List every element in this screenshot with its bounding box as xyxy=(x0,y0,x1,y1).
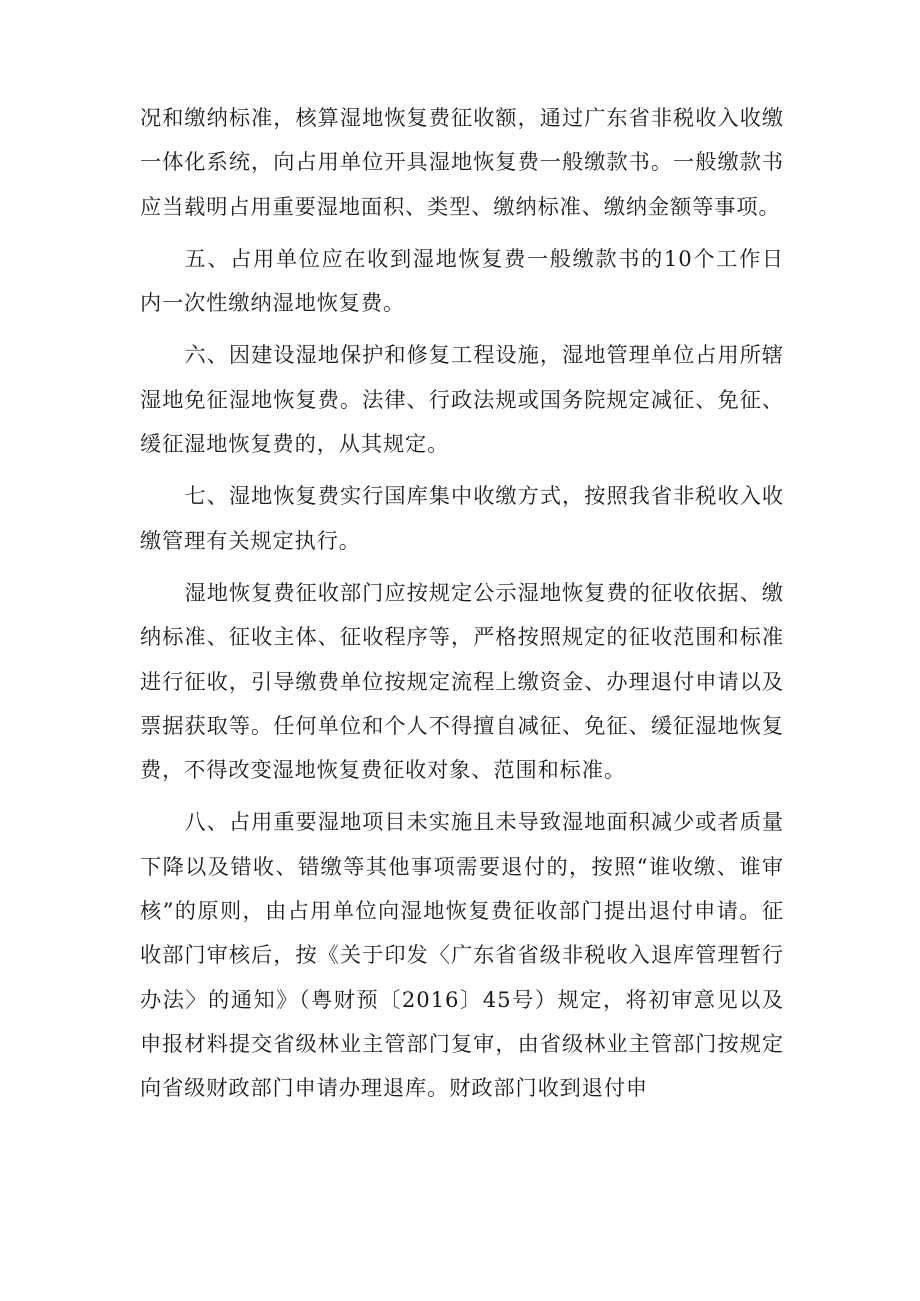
paragraph-item-7: 七、湿地恢复费实行国库集中收缴方式，按照我省非税收入收缴管理有关规定执行。 xyxy=(140,483,784,553)
paragraph-item-6: 六、因建设湿地保护和修复工程设施，湿地管理单位占用所辖湿地免征湿地恢复费。法律、行政法规或国务院规定减征、免征、缓征湿地恢复费的，从其规定。 xyxy=(140,342,784,457)
paragraph-continuation: 况和缴纳标准，核算湿地恢复费征收额，通过广东省非税收入收缴一体化系统，向占用单位开具湿地恢复费一般缴款书。一般缴款书应当载明占用重要湿地面积、类型、缴纳标准、缴纳金额等事项。 xyxy=(140,105,784,219)
document-body xyxy=(140,96,784,1119)
paragraph-disclosure: 湿地恢复费征收部门应按规定公示湿地恢复费的征收依据、缴纳标准、征收主体、征收程序等，严格按照规定的征收范围和标准进行征收，引导缴费单位按规定流程上缴资金、办理退付申请以及票据获取等。任何单位和个人不得擅自减征、免征、缓征湿地恢复费，不得改变湿地恢复费征收对象、范围和标准。 xyxy=(140,579,784,783)
paragraph-item-5: 五、占用单位应在收到湿地恢复费一般缴款书的10个工作日内一次性缴纳湿地恢复费。 xyxy=(140,245,784,316)
paragraph-item-8: 八、占用重要湿地项目未实施且未导致湿地面积减少或者质量下降以及错收、错缴等其他事项需要退付的，按照“谁收缴、谁审核”的原则，由占用单位向湿地恢复费征收部门提出退付申请。征收部门审核后，按《关于印发〈广东省省级非税收入退库管理暂行办法〉的通知》（粤财预〔2016〕45号）规定，将初审意见以及申报材料提交省级林业主管部门复审，由省级林业主管部门按规定向省级财政部门申请办理退库。财政部门收到退付申 xyxy=(140,809,784,1101)
